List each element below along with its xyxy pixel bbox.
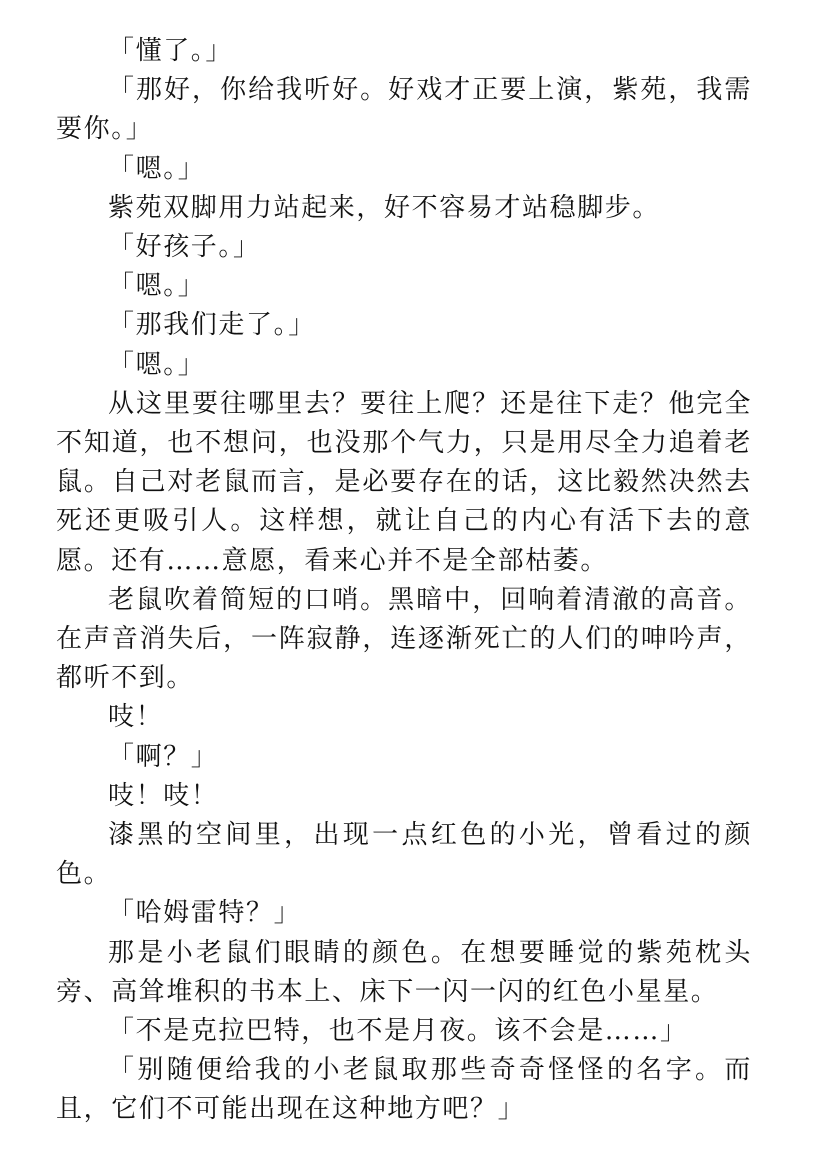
paragraph: 「哈姆雷特？」 [108,898,302,929]
page-body [56,32,752,1130]
paragraph: 「啊？」 [108,741,219,772]
paragraph: 「那好，你给我听好。好戏才正要上演，紫苑，我需要你。」 [56,75,752,145]
paragraph: 老鼠吹着简短的口哨。黑暗中，回响着清澈的高音。在声音消失后，一阵寂静，连逐渐死亡的人们的呻吟声，都听不到。 [56,584,752,694]
paragraph: 从这里要往哪里去？要往上爬？还是往下走？他完全不知道，也不想问，也没那个气力，只是用尽全力追着老鼠。自己对老鼠而言，是必要存在的话，这比毅然决然去死还更吸引人。这样想，就让自己的内心有活下去的意愿。还有……意愿，看来心并不是全部枯萎。 [56,388,752,576]
paragraph: 「不是克拉巴特，也不是月夜。该不会是……」 [108,1016,688,1047]
paragraph: 「别随便给我的小老鼠取那些奇奇怪怪的名字。而且，它们不可能出现在这种地方吧？」 [56,1055,752,1125]
paragraph: 「嗯。」 [108,271,206,302]
paragraph: 「懂了。」 [108,36,234,66]
paragraph: 漆黑的空间里，出现一点红色的小光，曾看过的颜色。 [56,820,752,890]
paragraph: 紫苑双脚用力站起来，好不容易才站稳脚步。 [108,192,661,223]
paragraph: 吱！ [108,702,164,733]
paragraph: 「那我们走了。」 [108,310,316,341]
paragraph: 「嗯。」 [108,349,206,380]
paragraph: 那是小老鼠们眼睛的颜色。在想要睡觉的紫苑枕头旁、高耸堆积的书本上、床下一闪一闪的红色小星星。 [56,937,752,1007]
paragraph: 吱！吱！ [108,780,219,811]
paragraph: 「好孩子。」 [108,232,261,263]
paragraph: 「嗯。」 [108,153,206,184]
